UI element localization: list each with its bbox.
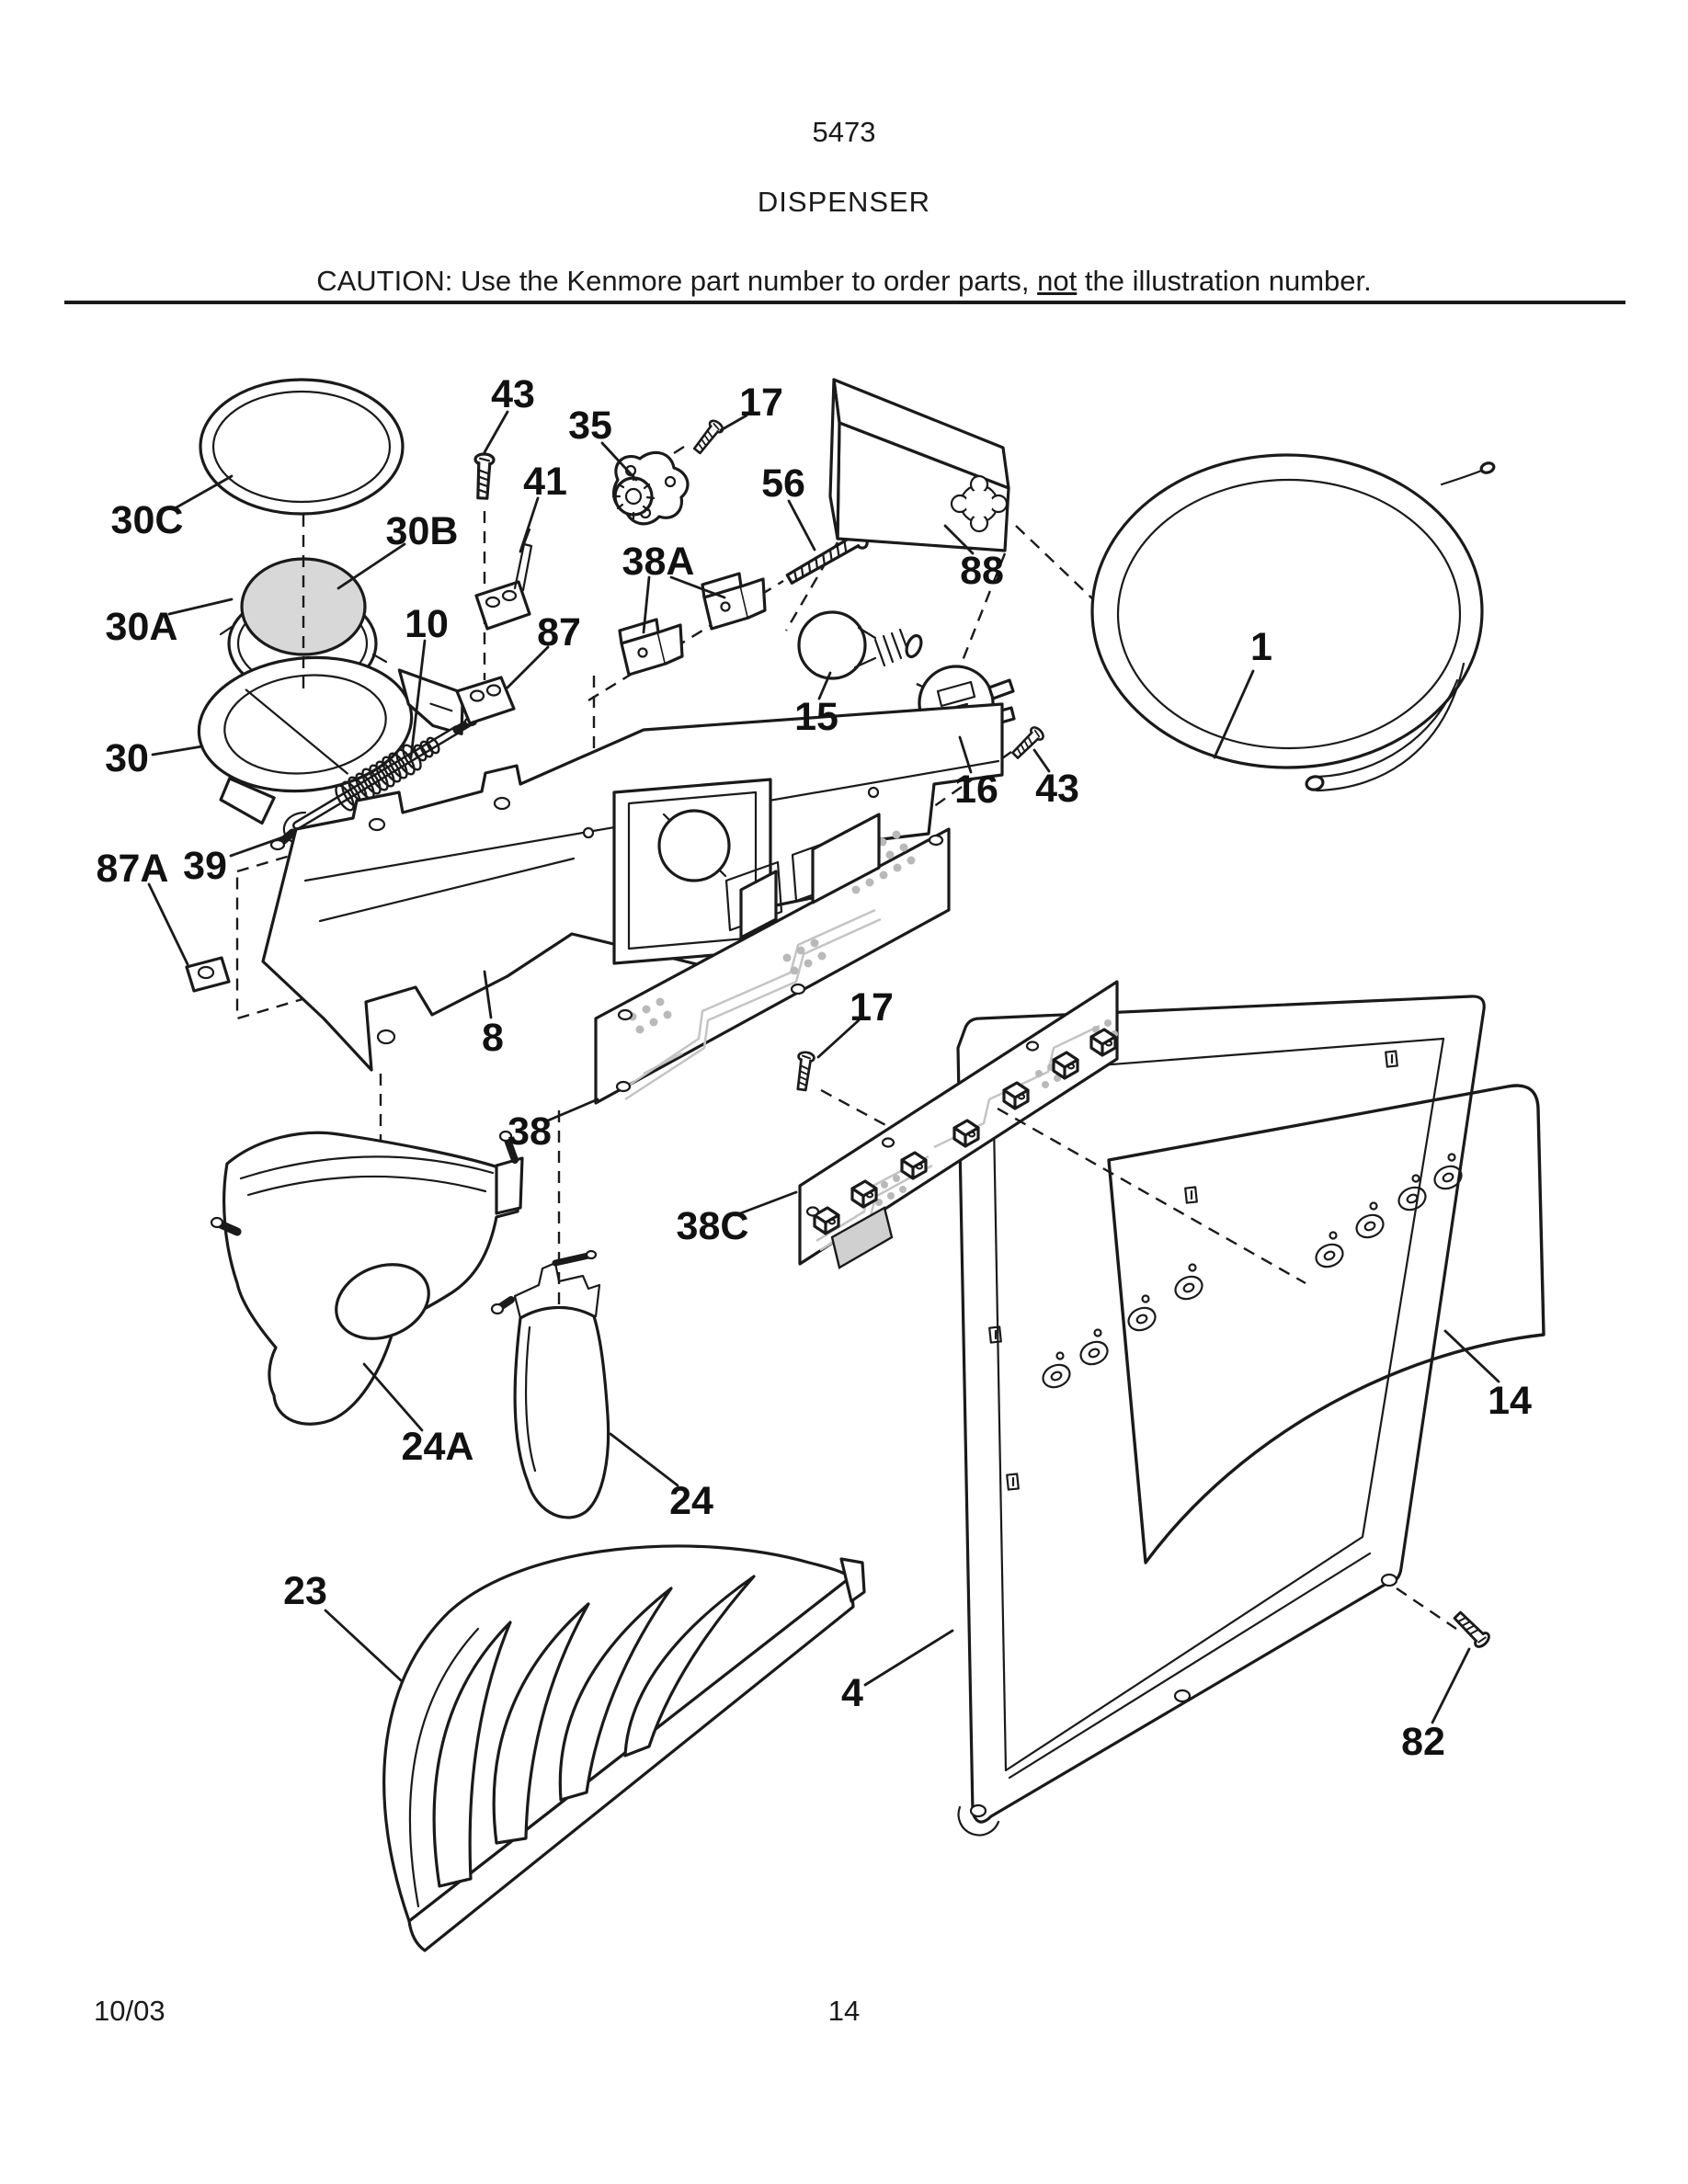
leader-line-screw bbox=[485, 412, 508, 452]
callout-35-auger-motor: 35 bbox=[568, 404, 612, 448]
part-auger-motor-35 bbox=[613, 452, 688, 523]
leader-line-lever-ring bbox=[153, 746, 202, 755]
leader-line-chute-door bbox=[610, 1434, 678, 1485]
callout-82-screw: 82 bbox=[1401, 1720, 1445, 1764]
callout-39-pivot-rod: 39 bbox=[183, 844, 227, 888]
callout-30b-dispenser-button: 30B bbox=[385, 509, 459, 553]
diagram-title: DISPENSER bbox=[757, 186, 931, 218]
leader-line-trim-ring bbox=[177, 476, 232, 507]
part-screw-43-right bbox=[1010, 725, 1045, 760]
leader-line-control-board bbox=[548, 1099, 598, 1120]
page-title: 5473 bbox=[812, 116, 876, 148]
leader-line-front-cover bbox=[1445, 1331, 1499, 1382]
leader-line-screw bbox=[789, 501, 815, 550]
part-light-bulb-15 bbox=[799, 612, 924, 678]
callout-41-bracket: 41 bbox=[523, 460, 567, 504]
part-screw-17-top bbox=[691, 418, 724, 455]
leader-line-clip bbox=[149, 884, 188, 964]
callout-30-lever-ring: 30 bbox=[105, 736, 149, 780]
callout-38-control-board: 38 bbox=[508, 1109, 552, 1154]
leader-line-screw bbox=[1432, 1649, 1469, 1723]
caution-prefix: CAUTION: Use the Kenmore part number to order parts, bbox=[316, 265, 1038, 297]
footer-page-number: 14 bbox=[827, 1995, 861, 2027]
part-chute-door-24 bbox=[492, 1251, 609, 1518]
part-screw-82 bbox=[1452, 1610, 1491, 1649]
callout-38c-switch-board: 38C bbox=[676, 1204, 749, 1248]
callout-8-dispenser-housing: 8 bbox=[482, 1016, 504, 1060]
part-screw-17-middle bbox=[794, 1052, 815, 1091]
part-switches-38a bbox=[620, 574, 765, 675]
leader-line-bracket bbox=[520, 498, 538, 552]
part-ice-chute-funnel-24a bbox=[211, 1132, 522, 1424]
callout-56-screw: 56 bbox=[761, 461, 805, 506]
callout-30c-trim-ring: 30C bbox=[110, 498, 184, 542]
part-drip-tray-23 bbox=[384, 1546, 864, 1951]
callout-15-light-bulb: 15 bbox=[794, 695, 838, 739]
leader-line-ice-chute-funnel bbox=[364, 1364, 422, 1430]
leader-line-button-retainer bbox=[169, 599, 232, 614]
part-trim-ring-30c bbox=[200, 380, 403, 514]
callout-88-ice-door-solenoid: 88 bbox=[960, 549, 1004, 593]
callout-43-screw: 43 bbox=[1035, 767, 1079, 811]
callout-87-spacer-plate: 87 bbox=[537, 610, 581, 654]
callout-43-screw: 43 bbox=[491, 372, 535, 416]
footer-date: 10/03 bbox=[94, 1995, 165, 2027]
callout-17-screw: 17 bbox=[850, 985, 894, 1029]
part-screw-43-top bbox=[473, 453, 494, 498]
callout-24-chute-door: 24 bbox=[669, 1479, 713, 1523]
callout-38a-switches: 38A bbox=[622, 540, 695, 584]
caution-suffix: the illustration number. bbox=[1077, 265, 1372, 297]
leader-line-drip-tray bbox=[325, 1610, 402, 1681]
callout-1-water-tube: 1 bbox=[1250, 625, 1272, 669]
part-water-tube-1 bbox=[1092, 455, 1495, 791]
caution-emphasis: not bbox=[1037, 265, 1078, 297]
leader-line-facade-panel bbox=[865, 1631, 952, 1685]
part-ice-door-solenoid-88 bbox=[830, 380, 1009, 551]
part-facade-panel-4 bbox=[958, 996, 1484, 1836]
callout-30a-button-retainer: 30A bbox=[105, 605, 178, 649]
callout-14-front-cover: 14 bbox=[1488, 1379, 1532, 1423]
callout-16-light-socket: 16 bbox=[954, 768, 998, 812]
callout-87a-clip: 87A bbox=[96, 847, 169, 891]
part-spacer-plate-87 bbox=[457, 677, 514, 723]
callout-17-screw: 17 bbox=[739, 381, 783, 425]
callout-24a-ice-chute-funnel: 24A bbox=[401, 1425, 474, 1469]
callout-10-spring: 10 bbox=[405, 602, 449, 646]
callout-4-facade-panel: 4 bbox=[841, 1671, 863, 1715]
callout-23-drip-tray: 23 bbox=[283, 1569, 327, 1613]
